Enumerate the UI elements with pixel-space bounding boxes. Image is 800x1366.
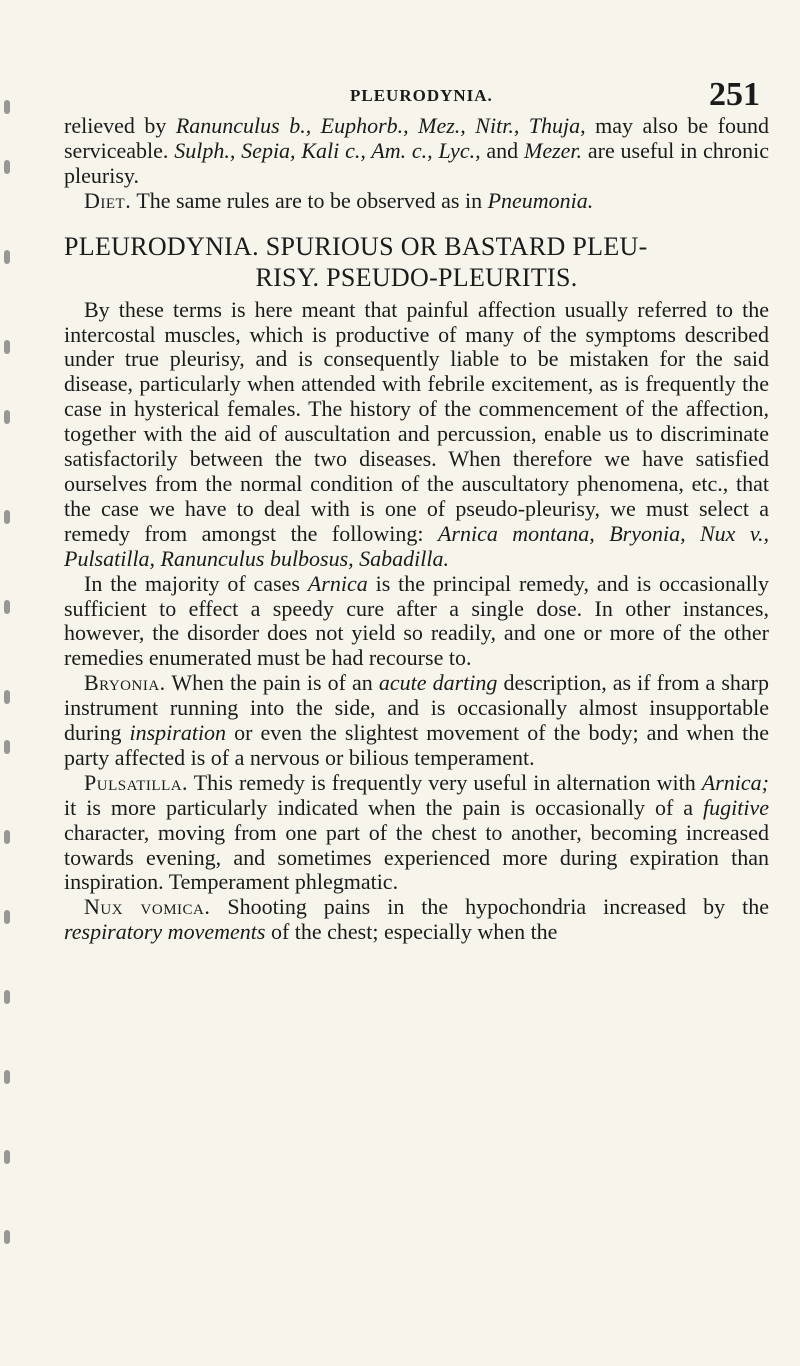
section-heading: PLEURODYNIA. SPURIOUS OR BASTARD PLEU- RISY. PSEUDO-PLEURITIS. [64, 231, 648, 292]
bryonia-label: Bryonia. [84, 670, 166, 696]
body-text [64, 114, 769, 945]
paragraph-diet: Diet. The same rules are to be observed as in Pneumonia. [84, 187, 594, 213]
paragraph-pulsatilla: Pulsatilla. This remedy is frequently very useful in alternation with Arnica; it is more particularly indicated when the pain is occasionally of a fugitive character, moving from one part of the chest to another, becoming increased towards evening, and sometimes experienced more during expiration than inspiration. Temperament phlegmatic. [64, 769, 769, 895]
paragraph-intro: By these terms is here meant that painful affection usually referred to the intercostal muscles, which is productive of many of the symptoms described under true pleurisy, and is consequently liable to be mistaken for the said disease, particularly when attended with febrile excitement, as is frequently the case in hysterical females. The history of the commencement of the affection, together with the aid of auscultation and percussion, enable us to discriminate satisfactorily between the two diseases. When therefore we have satisfied ourselves from the normal condition of the auscultatory phenomena, etc., that the case we have to deal with is one of pseudo-pleurisy, we must select a remedy from amongst the following: Arnica montana, Bryonia, Nux v., Pulsatilla, Ranunculus bulbosus, Sabadilla. [64, 296, 770, 571]
page-number: 251 [709, 76, 760, 113]
paragraph-bryonia: Bryonia. When the pain is of an acute darting description, as if from a sharp instrument running into the side, and is occasionally almost insupportable during inspiration or even the slightest movement of the body; and when the party affected is of a nervous or bilious temperament. [64, 670, 770, 770]
paragraph-continuation: relieved by Ranunculus b., Euphorb., Mez., Nitr., Thuja, may also be found serviceable. Sulph., Sepia, Kali c., Am. c., Lyc., and Mezer. are useful in chronic pleurisy. [64, 113, 770, 188]
running-title: PLEURODYNIA. [350, 86, 493, 105]
binding-edge-marks [0, 90, 16, 1290]
diet-label: Diet. [84, 187, 132, 213]
paragraph-nux-vomica: Nux vomica. Shooting pains in the hypochondria increased by the respiratory movements of the chest; especially when the [64, 894, 769, 945]
nux-vomica-label: Nux vomica. [84, 894, 211, 920]
paragraph-arnica: In the majority of cases Arnica is the principal remedy, and is occasionally sufficient to effect a speedy cure after a single dose. In other instances, however, the disorder does not yield so readily, and one or more of the other remedies enumerated must be had recourse to. [64, 570, 769, 671]
pulsatilla-label: Pulsatilla. [84, 769, 189, 795]
